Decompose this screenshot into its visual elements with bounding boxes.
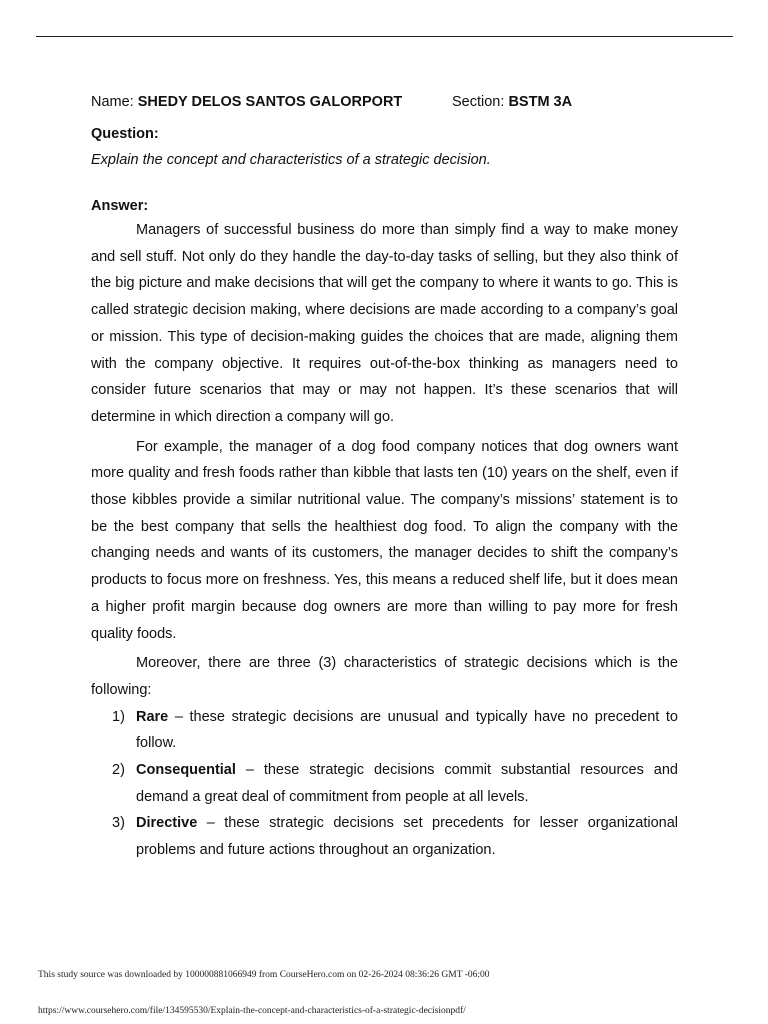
answer-heading: Answer: bbox=[91, 198, 149, 214]
characteristic-description: – these strategic decisions commit substantial resources and demand a great deal of commitment from people at all levels. bbox=[136, 762, 678, 805]
list-item bbox=[91, 810, 678, 863]
name-label: Name: bbox=[91, 94, 134, 110]
question-heading: Question: bbox=[91, 126, 159, 142]
section-value: BSTM 3A bbox=[508, 94, 573, 110]
list-number: 2) bbox=[112, 762, 125, 779]
characteristic-description: – these strategic decisions are unusual and typically have no precedent to follow. bbox=[136, 708, 678, 752]
list-item bbox=[91, 704, 678, 757]
answer-paragraph: Managers of successful business do more than simply find a way to make money and sell stuff. Not only do they handle the day-to-day tasks of selling, but they also think of the big picture and make decisions that will get the company to where it wants to go. This is called strategic decision making, where decisions are made according to a company’s goal or mission. This type of decision-making guides the choices that are made, aligning them with the company objective. It requires out-of-the-box thinking as managers need to consider future scenarios that may or may not happen. It’s these scenarios that will determine in which direction a company will go. bbox=[91, 222, 678, 425]
section-label: Section: bbox=[452, 94, 505, 110]
section-field bbox=[452, 92, 572, 112]
characteristic-term: Consequential bbox=[136, 762, 236, 779]
document-body bbox=[91, 92, 678, 864]
answer-paragraph: Moreover, there are three (3) characteristics of strategic decisions which is the following: bbox=[91, 655, 678, 698]
answer-paragraph: For example, the manager of a dog food company notices that dog owners want more quality and fresh foods rather than kibble that lasts ten (10) years on the shelf, even if those kibbles provide a similar nutritional value. The company’s missions’ statement is to be the best company that sells the healthiest dog food. To align the company with the changing needs and wants of its customers, the manager decides to shift the company’s products to focus more on freshness. Yes, this means a reduced shelf life, but it does mean a higher profit margin because dog owners are more than willing to pay more for fresh quality foods. bbox=[91, 438, 678, 642]
download-note: This study source was downloaded by 100000881066949 from CourseHero.com on 02-26-2024 08:36:26 GMT -06:00 bbox=[38, 970, 490, 980]
list-number: 1) bbox=[112, 708, 125, 725]
question-text: Explain the concept and characteristics of a strategic decision. bbox=[91, 152, 491, 168]
characteristic-term: Directive bbox=[136, 815, 198, 832]
name-section-line bbox=[91, 92, 678, 112]
characteristic-term: Rare bbox=[136, 708, 169, 725]
source-url[interactable]: https://www.coursehero.com/file/134595530/Explain-the-concept-and-characteristics-of-a-strategic-decisionpdf/ bbox=[38, 1006, 466, 1016]
characteristic-description: – these strategic decisions set precedents for lesser organizational problems and future actions throughout an organization. bbox=[136, 815, 678, 859]
characteristics-list bbox=[91, 704, 678, 864]
list-number: 3) bbox=[112, 815, 125, 832]
student-name: SHEDY DELOS SANTOS GALORPORT bbox=[137, 94, 403, 110]
header-divider bbox=[36, 36, 733, 37]
list-item bbox=[91, 757, 678, 810]
